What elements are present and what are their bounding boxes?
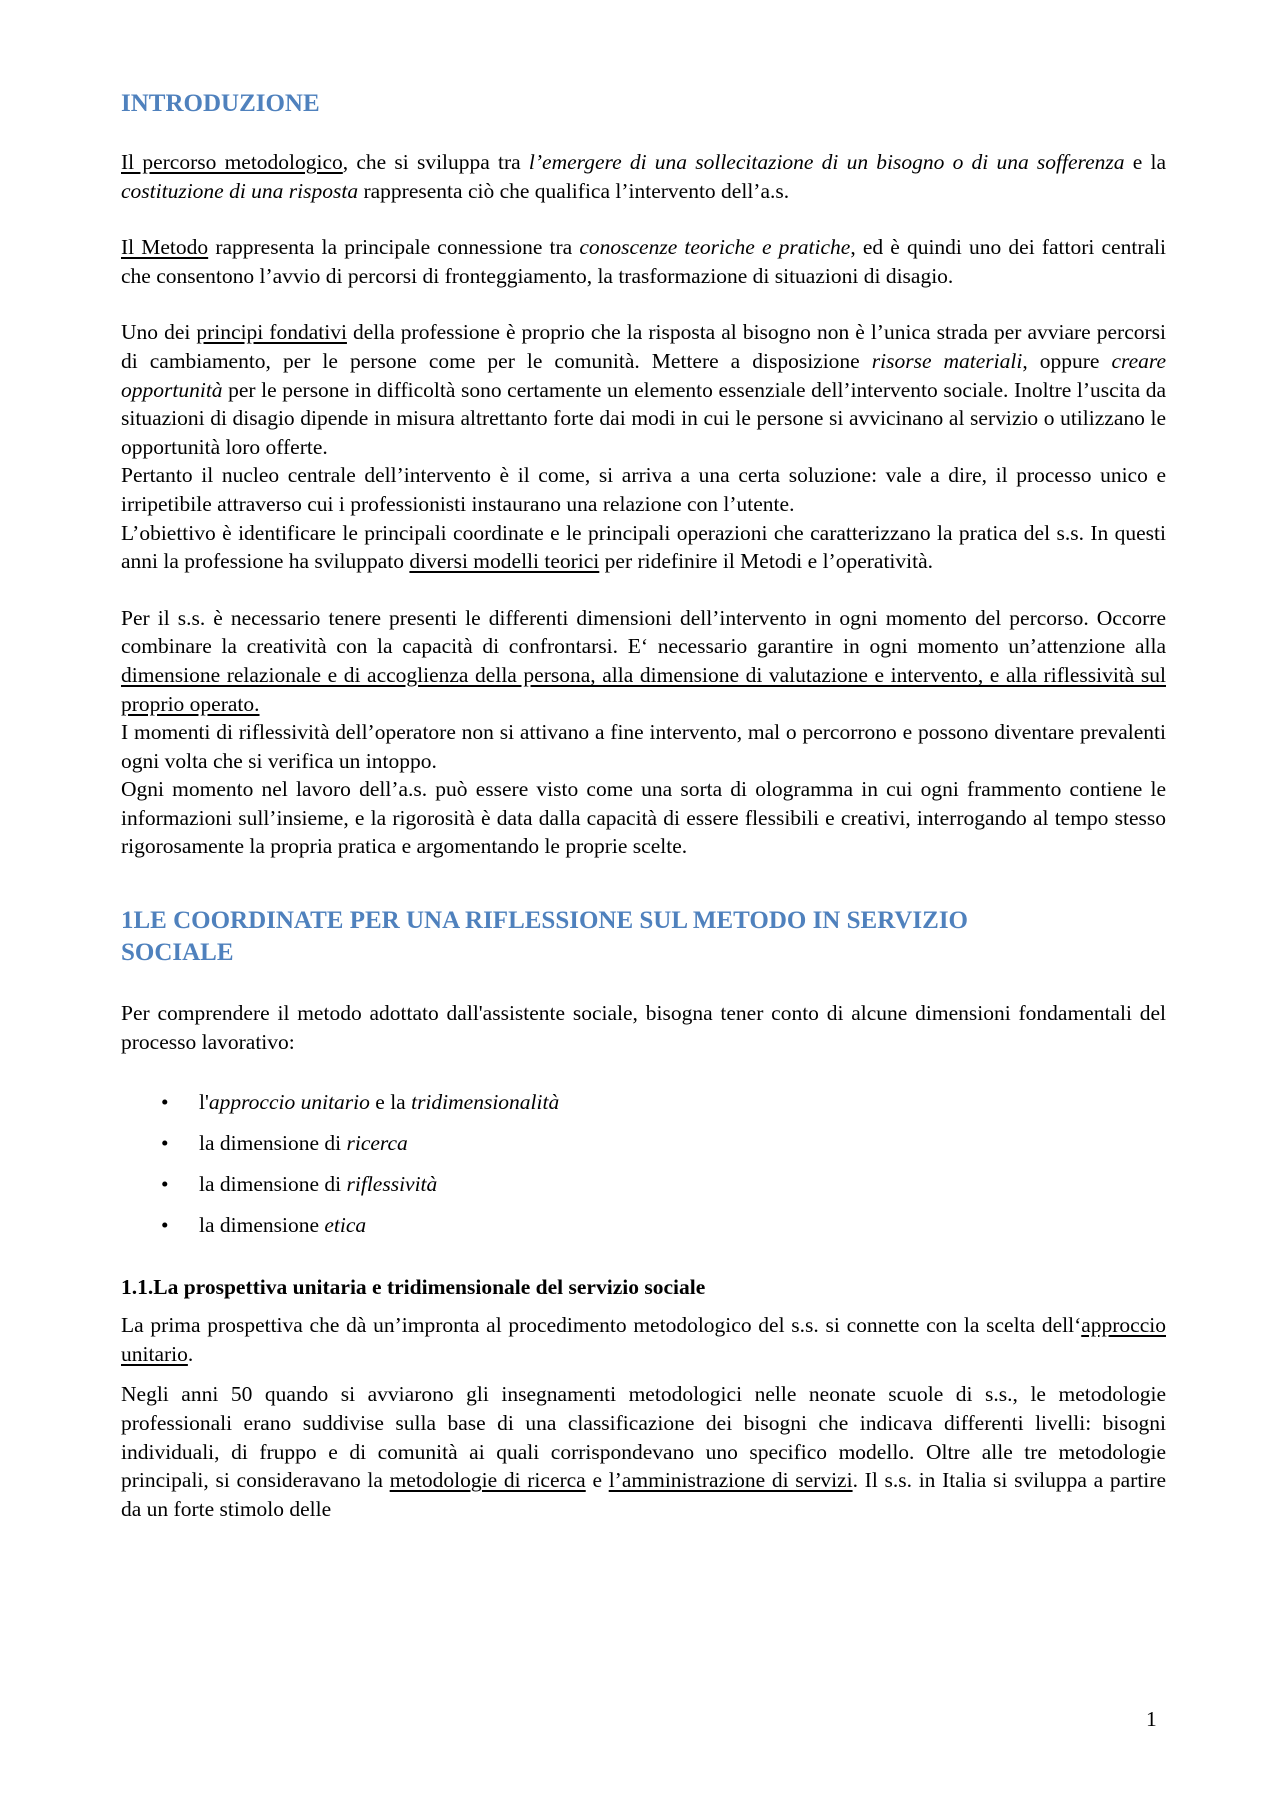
list-item: • la dimensione etica [161, 1213, 367, 1238]
underlined-phrase: diversi modelli teorici [409, 549, 600, 574]
list-item: • l'approccio unitario e la tridimensionalità [161, 1090, 560, 1115]
underlined-phrase: l’amministrazione di servizi [608, 1468, 853, 1493]
list-item: • la dimensione di ricerca [161, 1131, 408, 1156]
intro-paragraph-6: Per il s.s. è necessario tenere presenti le differenti dimensioni dell’intervento in ogni momento del percorso. Occorre combinare la creatività con la capacità di confrontarsi. E‘ necessario garantire in ogni momento un’attenzione alla dimensione relazionale e di accoglienza della persona, alla dimensione di valutazione e intervento, e alla riflessività sul proprio operato. [121, 605, 1166, 716]
underlined-phrase: approccio unitario [121, 1313, 1166, 1366]
underlined-phrase: dimensione relazionale e di accoglienza della persona, alla dimensione di valutazione e intervento, e alla riflessività sul proprio operato. [121, 662, 1166, 716]
underlined-phrase: principi fondativi [196, 320, 347, 345]
section-1-1-paragraph-1: La prima prospettiva che dà un’impronta al procedimento metodologico del s.s. si connette con la scelta dell‘approccio unitario. [121, 1313, 1166, 1366]
bullet-icon: • [161, 1213, 169, 1238]
section-1-heading: 1LE COORDINATE PER UNA RIFLESSIONE SUL METODO IN SERVIZIO SOCIALE [121, 907, 968, 967]
intro-paragraph-5: L’obiettivo è identificare le principali coordinate e le principali operazioni che caratterizzano la pratica del s.s. In questi anni la professione ha sviluppato diversi modelli teorici per ridefinire il Metodi e l’operatività. [121, 520, 1166, 574]
intro-paragraph-2: Il Metodo rappresenta la principale connessione tra conoscenze teoriche e pratiche, ed è quindi uno dei fattori centrali che consentono l’avvio di percorsi di fronteggiamento, la trasformazione di situazioni di disagio. [121, 235, 1166, 288]
bullet-icon: • [161, 1131, 169, 1156]
intro-paragraph-8: Ogni momento nel lavoro dell’a.s. può essere visto come una sorta di ologramma in cui ogni frammento contiene le informazioni sull’insieme, e la rigorosità è data dalla capacità di essere flessibili e creativi, interrogando al tempo stesso rigorosamente la propria pratica e argomentando le proprie scelte. [121, 777, 1166, 859]
section-1-1-heading: 1.1.La prospettiva unitaria e tridimensionale del servizio sociale [121, 1275, 706, 1300]
intro-paragraph-3: Uno dei principi fondativi della professione è proprio che la risposta al bisogno non è l’unica strada per avviare percorsi di cambiamento, per le persone come per le comunità. Mettere a disposizione risorse materiali, oppure creare opportunità per le persone in difficoltà sono certamente un elemento essenziale dell’intervento sociale. Inoltre l’uscita da situazioni di disagio dipende in misura altrettanto forte dai modi in cui le persone si avvicinano al servizio o utilizzano le opportunità loro offerte. [121, 320, 1166, 459]
dimensions-list [121, 1088, 1166, 1239]
bullet-icon: • [161, 1090, 169, 1115]
underlined-phrase: Il Metodo [121, 235, 209, 260]
section-1-intro: Per comprendere il metodo adottato dall'assistente sociale, bisogna tener conto di alcune dimensioni fondamentali del processo lavorativo: [121, 1001, 1166, 1054]
intro-paragraph-4: Pertanto il nucleo centrale dell’intervento è il come, si arriva a una certa soluzione: vale a dire, il processo unico e irripetibile attraverso cui i professionisti instaurano una relazione con l’utente. [121, 463, 1166, 516]
document-body [121, 88, 1166, 1523]
underlined-phrase: metodologie di ricerca [389, 1468, 586, 1493]
intro-paragraph-7: I momenti di riflessività dell’operatore non si attivano a fine intervento, mal o percorrono e possono diventare prevalenti ogni volta che si verifica un intoppo. [121, 720, 1166, 773]
page-number: 1 [1146, 1707, 1157, 1731]
underlined-phrase: Il percorso metodologico [121, 150, 343, 174]
intro-paragraph-1: Il percorso metodologico, che si sviluppa tra l’emergere di una sollecitazione di un bisogno o di una sofferenza e la costituzione di una risposta rappresenta ciò che qualifica l’intervento dell’a.s. [121, 150, 1167, 203]
list-item: • la dimensione di riflessività [161, 1172, 438, 1197]
bullet-icon: • [161, 1172, 169, 1197]
section-1-1-paragraph-2: Negli anni 50 quando si avviarono gli insegnamenti metodologici nelle neonate scuole di s.s., le metodologie professionali erano suddivise sulla base di una classificazione dei bisogni che indicava differenti livelli: bisogni individuali, di fruppo e di comunità ai quali corrispondevano uno specifico modello. Oltre alle tre metodologie principali, si consideravano la metodologie di ricerca e l’amministrazione di servizi. Il s.s. in Italia si sviluppa a partire da un forte stimolo delle [121, 1382, 1166, 1521]
intro-heading: INTRODUZIONE [121, 90, 320, 117]
